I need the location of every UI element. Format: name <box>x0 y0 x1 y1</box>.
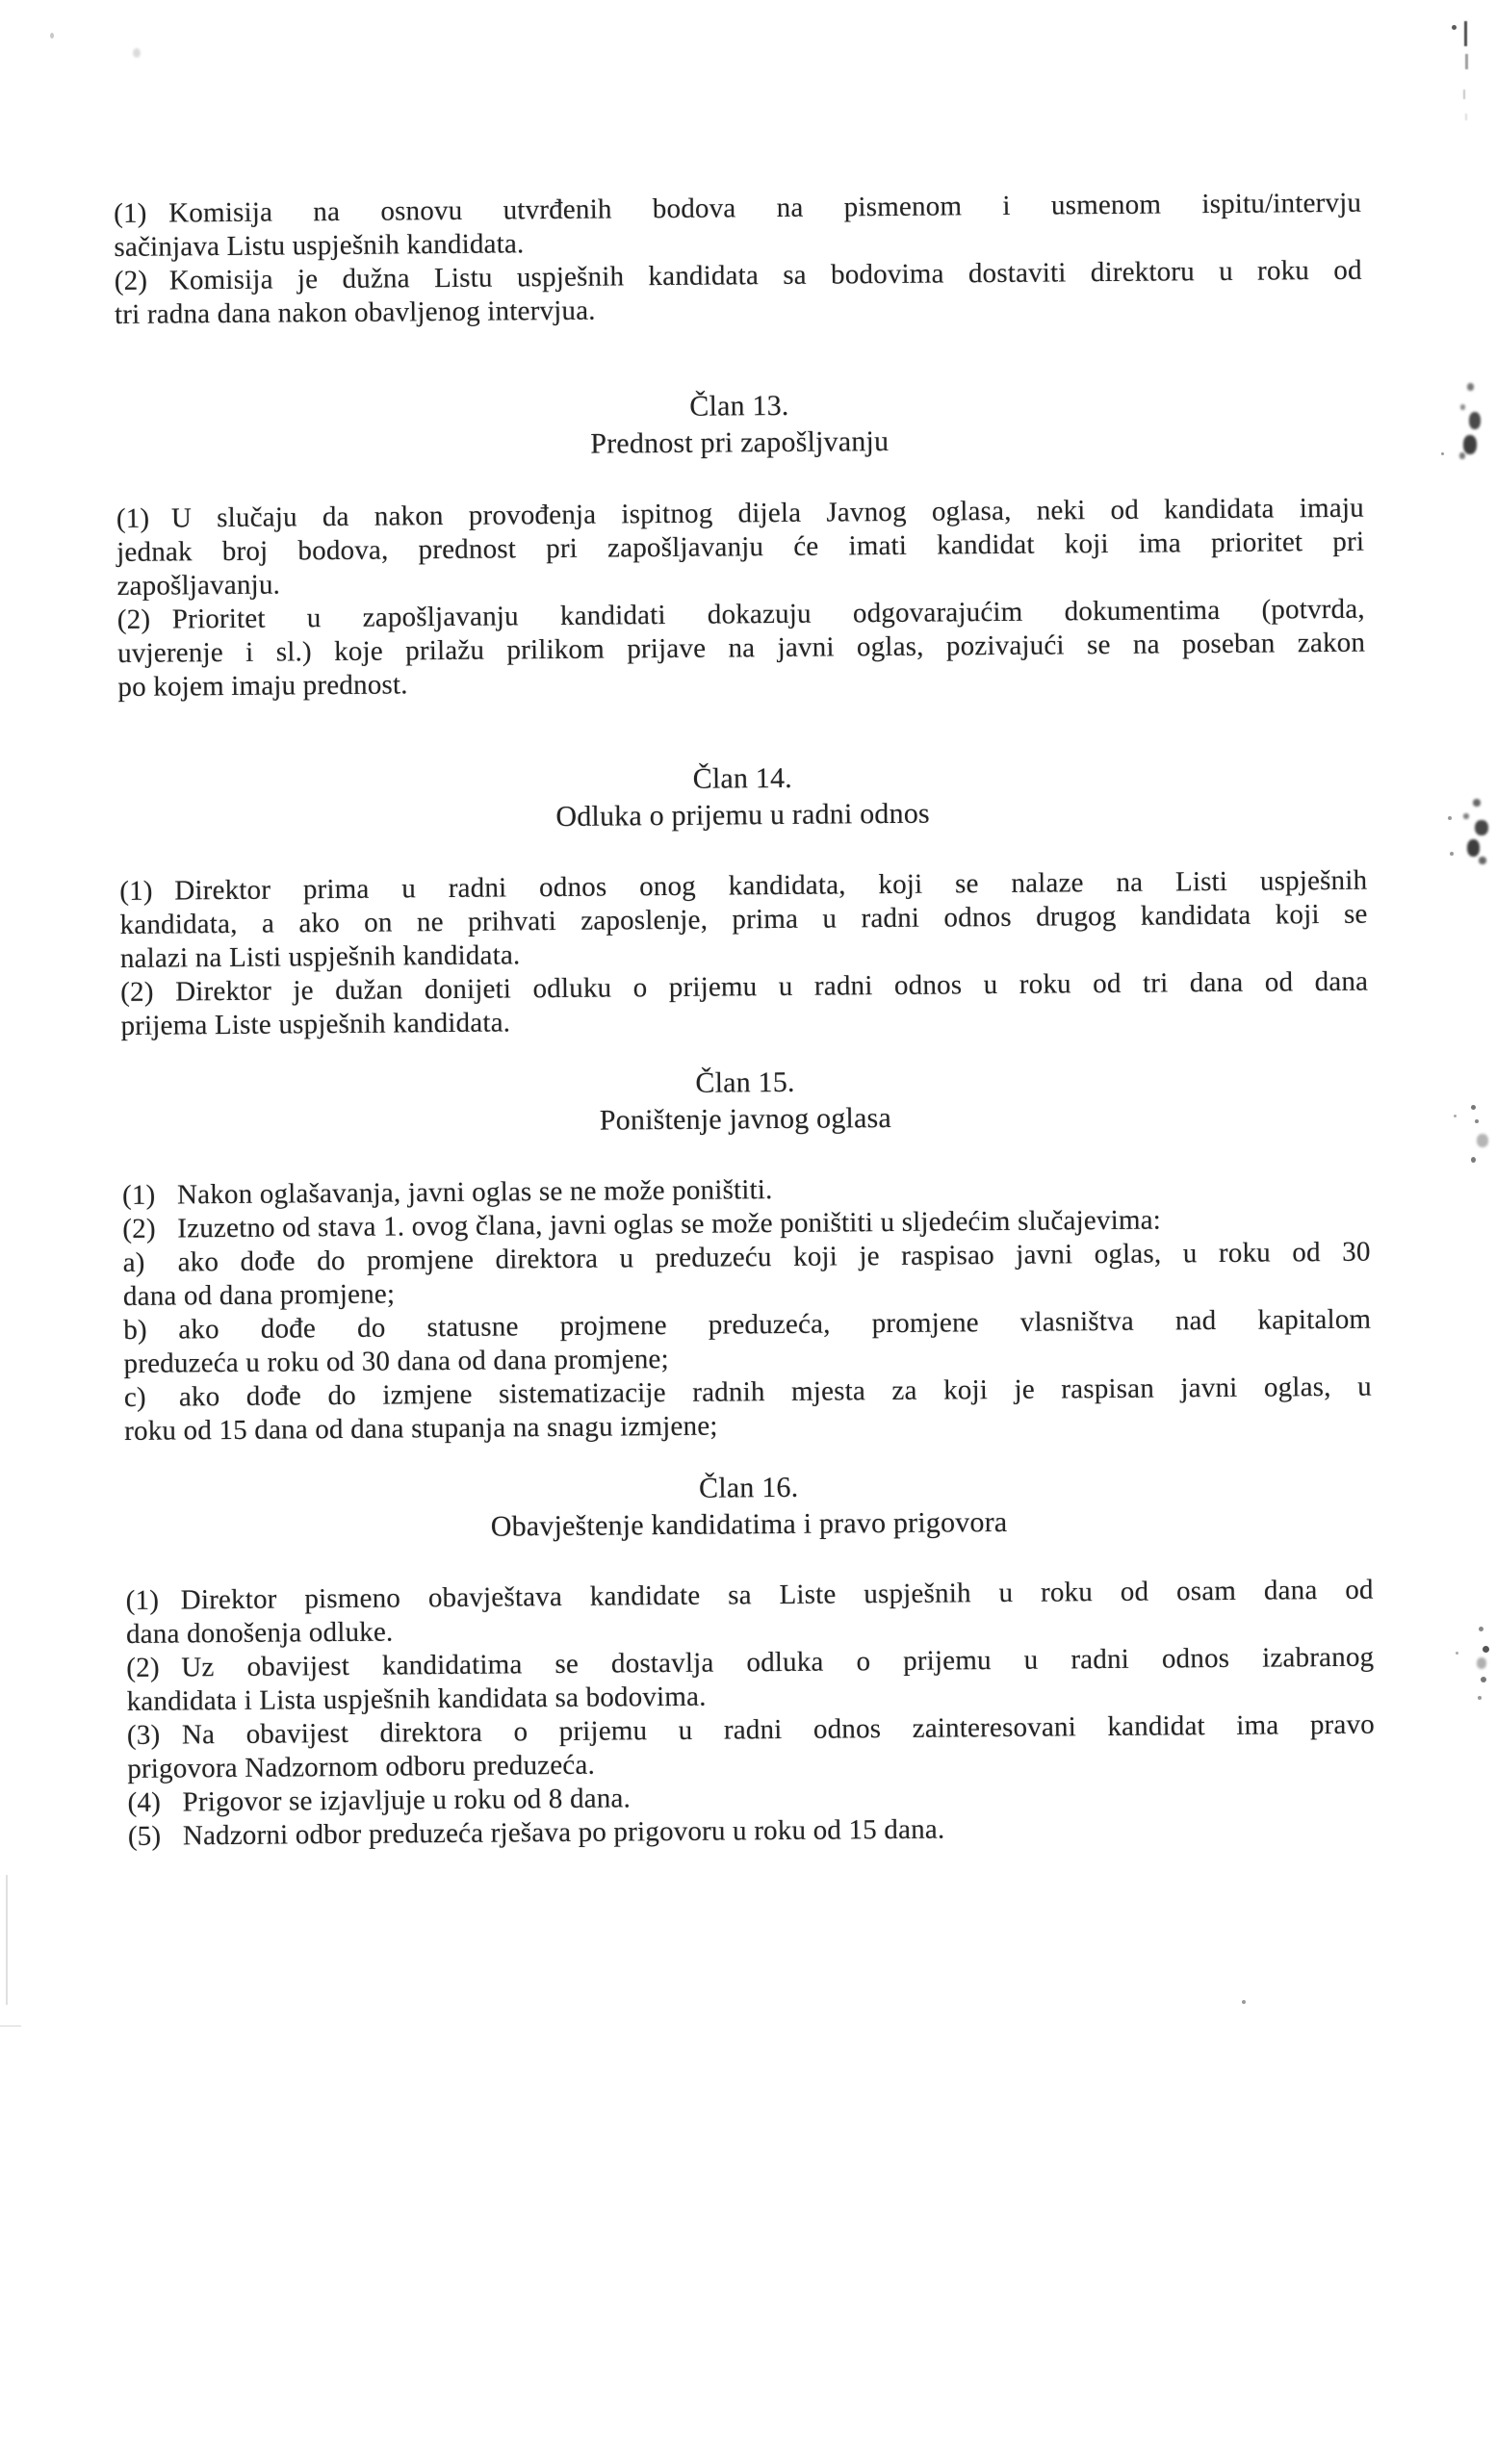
scan-mark <box>1465 114 1467 120</box>
scan-mark <box>1463 90 1465 99</box>
scan-speck <box>1448 816 1452 820</box>
text-line-content: Direktor prima u radni odnos onog kandidata, koji se nalaze na Listi uspješnih <box>174 864 1368 907</box>
text-line-content: Uz obavijest kandidatima se dostavlja odluka o prijemu u radni odnos izabranog <box>181 1641 1375 1683</box>
text-line: prijema Liste uspješnih kandidata. <box>120 1007 511 1041</box>
intro-paragraph-1 <box>114 187 1362 265</box>
text-line: preduzeća u roku od 30 dana od dana promjene; <box>123 1344 669 1379</box>
scan-mark <box>1465 54 1468 69</box>
scan-smudge <box>1460 404 1465 410</box>
scan-smudge <box>1459 452 1465 459</box>
article-title: Poništenje javnog oglasa <box>599 1101 892 1137</box>
paragraph-label: (1) <box>125 1584 160 1616</box>
text-line: dana od dana promjene; <box>122 1278 396 1312</box>
article-number: Član 14. <box>692 761 793 795</box>
scan-mark <box>1464 21 1467 46</box>
text-line: prigovora Nadzornom odboru preduzeća. <box>127 1749 596 1784</box>
paragraph-label: (2) <box>122 1213 156 1245</box>
scan-smudge <box>1477 1657 1486 1669</box>
scan-speck <box>1479 1627 1483 1631</box>
article-number: Član 16. <box>698 1471 799 1504</box>
scan-smudge <box>1467 839 1480 857</box>
paragraph-label: a) <box>122 1246 145 1278</box>
scan-speck <box>1441 452 1444 455</box>
paragraph-label: (1) <box>121 1179 156 1211</box>
text-line-content: Na obavijest direktora o prijemu u radni odnos zainteresovani kandidat ima pravo <box>181 1708 1376 1751</box>
text-line: nalazi na Listi uspješnih kandidata. <box>119 939 521 974</box>
paragraph-label: (4) <box>127 1786 162 1818</box>
paragraph-label: (3) <box>126 1719 161 1751</box>
text-line-content: Nadzorni odbor preduzeća rješava po prigovoru u roku od 15 dana. <box>182 1813 945 1852</box>
text-line-content: U slučaju da nakon provođenja ispitnog dijela Javnog oglasa, neki od kandidata imaju <box>170 492 1365 534</box>
paragraph-label: (1) <box>119 875 153 907</box>
scan-smudge <box>1467 383 1474 391</box>
paragraph <box>126 1574 1375 1652</box>
paragraph-label: b) <box>123 1314 147 1346</box>
document-text-block <box>114 187 1376 1854</box>
article-paragraphs <box>122 1168 1372 1449</box>
paragraph-label: (2) <box>114 265 148 296</box>
scan-smudge <box>1469 412 1481 429</box>
article-title: Obavještenje kandidatima i pravo prigovora <box>490 1505 1008 1543</box>
article-title: Prednost pri zapošljvanju <box>590 424 890 460</box>
text-line-content: Komisija na osnovu utvrđenih bodova na pismenom i usmenom ispitu/intervju <box>168 187 1362 229</box>
paragraph <box>117 593 1366 705</box>
text-line: roku od 15 dana od dana stupanja na snagu izmjene; <box>124 1410 718 1447</box>
paragraph <box>127 1708 1376 1786</box>
article-paragraphs <box>116 492 1366 705</box>
paragraph-item-b <box>123 1303 1372 1381</box>
text-line-content: Direktor je dužan donijeti odluku o prijemu u radni odnos u roku od tri dana od dana <box>175 965 1369 1008</box>
scanner-edge-line <box>6 1875 8 2005</box>
paragraph-label: (1) <box>114 197 147 229</box>
paragraph-label: (2) <box>126 1652 160 1683</box>
scan-speck <box>1475 1119 1479 1123</box>
scan-speck <box>1471 1157 1476 1163</box>
text-line: po kojem imaju prednost. <box>117 669 408 703</box>
scan-speck <box>1478 1696 1482 1700</box>
paragraph-label: (1) <box>116 502 150 534</box>
article-paragraphs <box>126 1574 1376 1854</box>
text-line: kandidata, a ako on ne prihvati zaposlenje, prima u radni odnos drugog kandidata koji se <box>119 898 1368 940</box>
article-16 <box>125 1465 1376 1854</box>
text-line-content: Izuzetno od stava 1. ovog člana, javni oglas se može poništiti u sljedećim slučajevima: <box>177 1204 1162 1245</box>
text-line: sačinjava Listu uspješnih kandidata. <box>114 228 525 263</box>
text-line-content: Prioritet u zapošljavanju kandidati dokazuju odgovarajućim dokumentima (potvrda, <box>171 593 1365 635</box>
scan-speck <box>1471 1105 1476 1110</box>
text-line-content: ako dođe do promjene direktora u preduzeću koji je raspisao javni oglas, u roku od 30 <box>177 1236 1371 1278</box>
paragraph-item-c <box>124 1371 1373 1449</box>
text-line-content: Komisija je dužna Listu uspješnih kandidata sa bodovima dostaviti direktoru u roku od <box>168 254 1362 296</box>
paragraph-label: (5) <box>127 1820 162 1852</box>
paragraph-item-a <box>123 1236 1372 1314</box>
article-number: Član 15. <box>695 1065 795 1099</box>
scan-smudge <box>1479 857 1486 864</box>
article-title: Odluka o prijemu u radni odnos <box>555 797 930 834</box>
scan-speck <box>1481 1677 1486 1682</box>
scan-speck <box>1242 2000 1246 2004</box>
scan-smudge <box>1463 813 1469 819</box>
text-line: tri radna dana nakon obavljenog intervjua. <box>114 295 596 330</box>
text-line-content: Direktor pismeno obavještava kandidate sa Liste uspješnih u roku od osam dana od <box>180 1574 1374 1616</box>
scan-speck <box>1483 1646 1489 1653</box>
scan-speck <box>133 48 141 58</box>
text-line: uvjerenje i sl.) koje prilažu prilikom prijave na javni oglas, pozivajući se na poseban zakon <box>116 627 1366 669</box>
scan-speck <box>1452 25 1457 30</box>
scan-smudge <box>1477 1134 1488 1147</box>
paragraph-label: (2) <box>116 603 151 635</box>
paragraph <box>126 1641 1375 1719</box>
text-line: jednak broj bodova, prednost pri zapošljavanju će imati kandidat koji ima prioritet pri <box>116 526 1365 568</box>
article-13 <box>116 383 1366 705</box>
paragraph-label: c) <box>123 1381 146 1413</box>
article-paragraphs <box>119 864 1368 1043</box>
article-number: Član 13. <box>689 389 789 423</box>
scan-speck <box>1450 852 1454 856</box>
text-line-content: ako dođe do izmjene sistematizacije radnih mjesta za koji je raspisan javni oglas, u <box>178 1371 1372 1413</box>
scan-smudge <box>1473 799 1481 807</box>
scan-smudge <box>1475 820 1488 835</box>
scan-smudge <box>1463 435 1477 454</box>
text-line-content: Nakon oglašavanja, javni oglas se ne može poništiti. <box>176 1174 773 1211</box>
article-14 <box>118 756 1368 1043</box>
paragraph <box>116 492 1365 603</box>
text-line: dana donošenja odluke. <box>125 1616 394 1650</box>
text-line: kandidata i Lista uspješnih kandidata sa bodovima. <box>126 1681 707 1717</box>
paragraph-label: (2) <box>120 976 154 1008</box>
intro-paragraph-2 <box>115 254 1363 332</box>
paragraph <box>119 864 1368 976</box>
text-line: zapošljavanju. <box>116 569 281 602</box>
text-line-content: ako dođe do statusne projmene preduzeća, promjene vlasništva nad kapitalom <box>178 1303 1372 1346</box>
article-15 <box>121 1060 1372 1449</box>
scan-speck <box>1454 1115 1457 1117</box>
scanner-edge-line <box>0 2025 21 2027</box>
scan-speck <box>1456 1652 1458 1655</box>
paragraph <box>120 965 1369 1043</box>
scan-speck <box>50 33 54 38</box>
text-line-content: Prigovor se izjavljuje u roku od 8 dana. <box>182 1783 632 1818</box>
